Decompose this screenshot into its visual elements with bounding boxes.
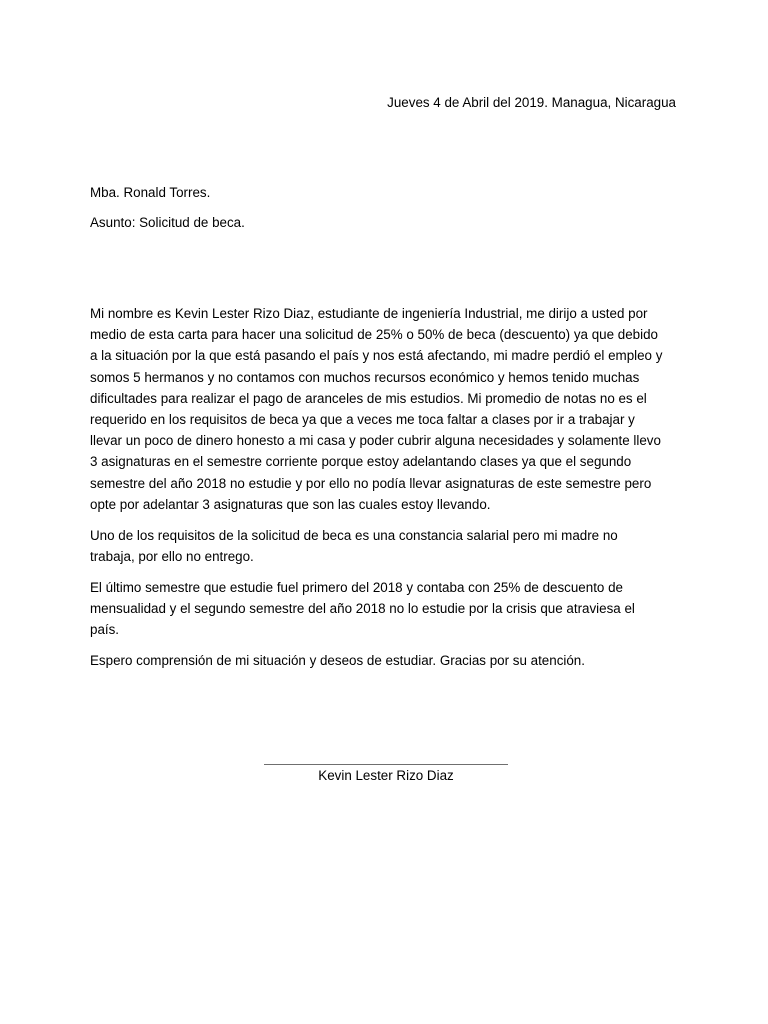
signature-name: Kevin Lester Rizo Diaz	[318, 768, 454, 783]
body-line: llevar un poco de dinero honesto a mi casa y poder cubrir alguna necesidades y solamente llevo	[90, 433, 661, 449]
body-line: Uno de los requisitos de la solicitud de beca es una constancia salarial pero mi madre no	[90, 527, 618, 543]
body-line: El último semestre que estudie fuel primero del 2018 y contaba con 25% de descuento de	[90, 579, 623, 595]
body-line: Espero comprensión de mi situación y deseos de estudiar. Gracias por su atención.	[90, 652, 585, 668]
body-line: Mi nombre es Kevin Lester Rizo Diaz, estudiante de ingeniería Industrial, me dirijo a usted por	[90, 306, 648, 321]
body-line: somos 5 hermanos y no contamos con muchos recursos económico y hemos tenido muchas	[90, 369, 640, 385]
paragraph-requirements	[90, 525, 682, 567]
body-line: a la situación por la que está pasando el país y nos está afectando, mi madre perdió el empleo y	[90, 348, 663, 364]
body-line: medio de esta carta para hacer una solicitud de 25% o 50% de beca (descuento) ya que debido	[90, 327, 658, 343]
letter-body	[90, 303, 682, 681]
body-line: trabaja, por ello no entrego.	[90, 548, 254, 564]
body-line: 3 asignaturas en el semestre corriente porque estoy adelantando clases ya que el segundo	[90, 454, 632, 470]
signature-block	[264, 764, 508, 786]
date-line: Jueves 4 de Abril del 2019. Managua, Nicaragua	[387, 95, 676, 110]
body-line: requerido en los requisitos de beca ya que a veces me toca faltar a clases por ir a trabajar y	[90, 412, 635, 428]
body-line: mensualidad y el segundo semestre del año 2018 no lo estudie por la crisis que atraviesa el	[90, 600, 635, 616]
subject-line: Asunto: Solicitud de beca.	[90, 215, 245, 230]
body-line: semestre del año 2018 no estudie y por ello no podía llevar asignaturas de este semestre pero	[90, 475, 652, 491]
recipient-line: Mba. Ronald Torres.	[90, 185, 211, 200]
body-line: dificultades para realizar el pago de aranceles de mis estudios. Mi promedio de notas no es el	[90, 390, 647, 406]
paragraph-request	[90, 303, 682, 515]
paragraph-last-semester	[90, 577, 682, 641]
body-line: país.	[90, 622, 120, 638]
body-line: opte por adelantar 3 asignaturas que son las cuales estoy llevando.	[90, 496, 491, 512]
paragraph-closing	[90, 650, 682, 671]
